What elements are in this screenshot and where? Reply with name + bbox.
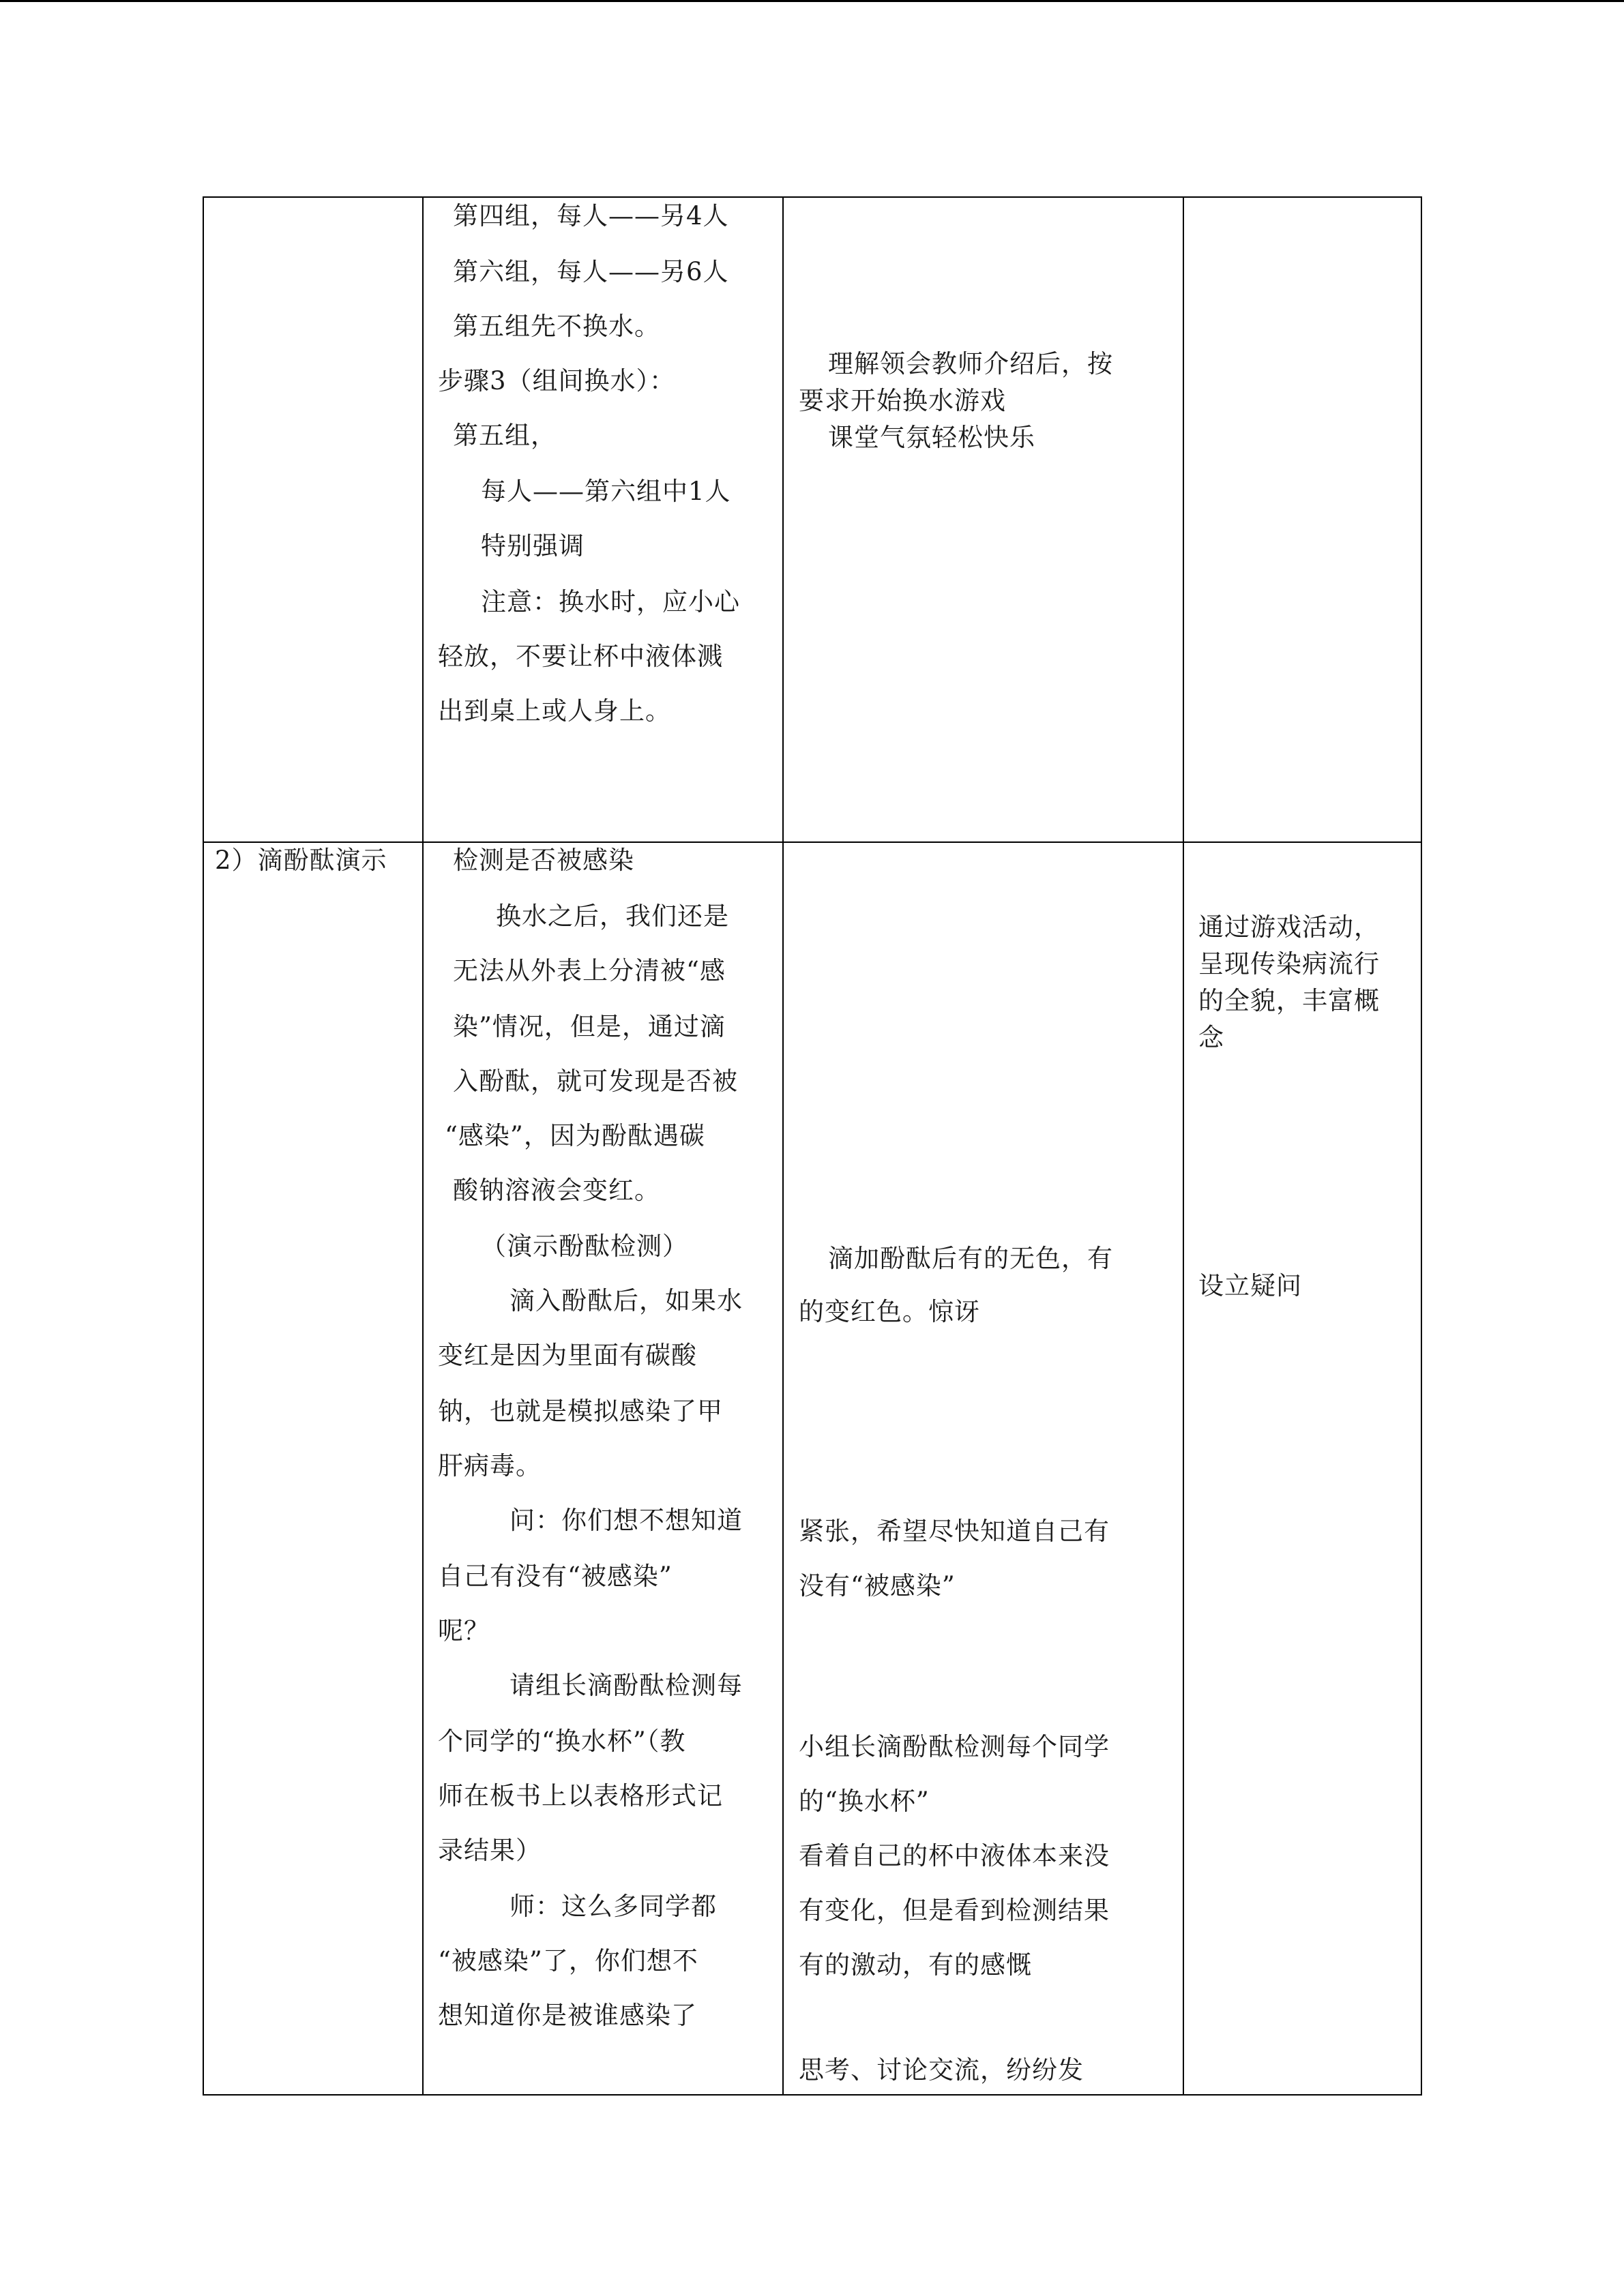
row2-teacher-line: 师：这么多同学都 — [510, 1892, 717, 1921]
row2-intent-line: 通过游戏活动， — [1198, 912, 1380, 942]
row2-intent-line: 设立疑问 — [1198, 1271, 1302, 1300]
row-divider — [203, 841, 1422, 843]
row1-teacher-line: 每人——第六组中1人 — [481, 477, 731, 506]
column-divider — [1421, 196, 1422, 2096]
row1-student-line: 课堂气氛轻松快乐 — [828, 423, 1035, 452]
row1-teacher-line: 第五组先不换水。 — [453, 312, 660, 341]
row2-intent-line: 念 — [1198, 1023, 1224, 1052]
row2-teacher-line: “感染”，因为酚酞遇碳 — [445, 1121, 705, 1150]
row2-teacher-line: 无法从外表上分清被“感 — [453, 956, 726, 985]
row2-teacher-line: 肝病毒。 — [438, 1451, 542, 1480]
column-divider — [203, 196, 204, 2096]
row2-teacher-line: 入酚酞，就可发现是否被 — [453, 1067, 738, 1096]
row2-teacher-line: 自己有没有“被感染” — [438, 1562, 673, 1591]
row2-student-line: 的“换水杯” — [799, 1787, 930, 1816]
row2-teacher-line: 师在板书上以表格形式记 — [438, 1781, 723, 1810]
row1-teacher-line: 第四组，每人——另4人 — [453, 201, 729, 230]
row1-teacher-line: 出到桌上或人身上。 — [438, 696, 671, 726]
row2-teacher-line: 想知道你是被谁感染了 — [438, 2001, 697, 2030]
row2-intent-line: 的全貌，丰富概 — [1198, 986, 1380, 1015]
row2-student-line: 有变化，但是看到检测结果 — [799, 1896, 1110, 1925]
row2-teacher-line: 换水之后，我们还是 — [496, 901, 729, 931]
table-top-border — [203, 196, 1422, 198]
row2-student-line: 没有“被感染” — [799, 1571, 956, 1600]
row2-teacher-line: （演示酚酞检测） — [481, 1232, 688, 1261]
table-bottom-border — [203, 2094, 1422, 2096]
row2-step-title: 2）滴酚酞演示 — [215, 846, 387, 875]
page-top-border — [0, 0, 1624, 2]
row2-teacher-line: 呢？ — [438, 1616, 490, 1645]
row2-teacher-line: 请组长滴酚酞检测每 — [510, 1671, 743, 1700]
row2-teacher-line: 录结果） — [438, 1836, 542, 1865]
row1-teacher-line: 轻放，不要让杯中液体溅 — [438, 642, 723, 671]
row1-teacher-line: 步骤3（组间换水）： — [438, 366, 676, 396]
row2-teacher-line: 酸钠溶液会变红。 — [453, 1176, 660, 1205]
row2-student-line: 滴加酚酞后有的无色，有 — [828, 1244, 1113, 1273]
column-divider — [422, 196, 424, 2096]
row2-intent-line: 呈现传染病流行 — [1198, 949, 1380, 979]
row1-student-line: 理解领会教师介绍后，按 — [828, 349, 1113, 378]
row2-teacher-line: 滴入酚酞后，如果水 — [510, 1286, 743, 1315]
row1-teacher-line: 第五组， — [453, 421, 557, 450]
row2-teacher-line: 钠，也就是模拟感染了甲 — [438, 1397, 723, 1426]
row2-teacher-line: “被感染”了，你们想不 — [438, 1946, 698, 1976]
row2-student-line: 看着自己的杯中液体本来没 — [799, 1841, 1110, 1870]
row2-student-line: 思考、讨论交流，纷纷发 — [799, 2055, 1084, 2085]
row2-teacher-line: 个同学的“换水杯”（教 — [438, 1727, 686, 1756]
row2-student-line: 的变红色。惊讶 — [799, 1297, 980, 1326]
row1-student-line: 要求开始换水游戏 — [799, 386, 1006, 415]
row2-teacher-line: 染”情况，但是，通过滴 — [453, 1012, 726, 1041]
row1-teacher-line: 特别强调 — [481, 531, 585, 561]
row2-teacher-line: 变红是因为里面有碳酸 — [438, 1341, 697, 1370]
column-divider — [1183, 196, 1184, 2096]
row2-teacher-line: 问：你们想不想知道 — [510, 1506, 743, 1535]
row2-student-line: 小组长滴酚酞检测每个同学 — [799, 1732, 1110, 1761]
row1-teacher-line: 第六组，每人——另6人 — [453, 257, 729, 286]
row1-teacher-line: 注意：换水时，应小心 — [481, 587, 740, 616]
row2-student-line: 有的激动，有的感慨 — [799, 1950, 1032, 1980]
row2-teacher-line: 检测是否被感染 — [453, 846, 634, 875]
lesson-plan-table — [203, 196, 1422, 2096]
column-divider — [782, 196, 784, 2096]
row2-student-line: 紧张，希望尽快知道自己有 — [799, 1517, 1110, 1546]
